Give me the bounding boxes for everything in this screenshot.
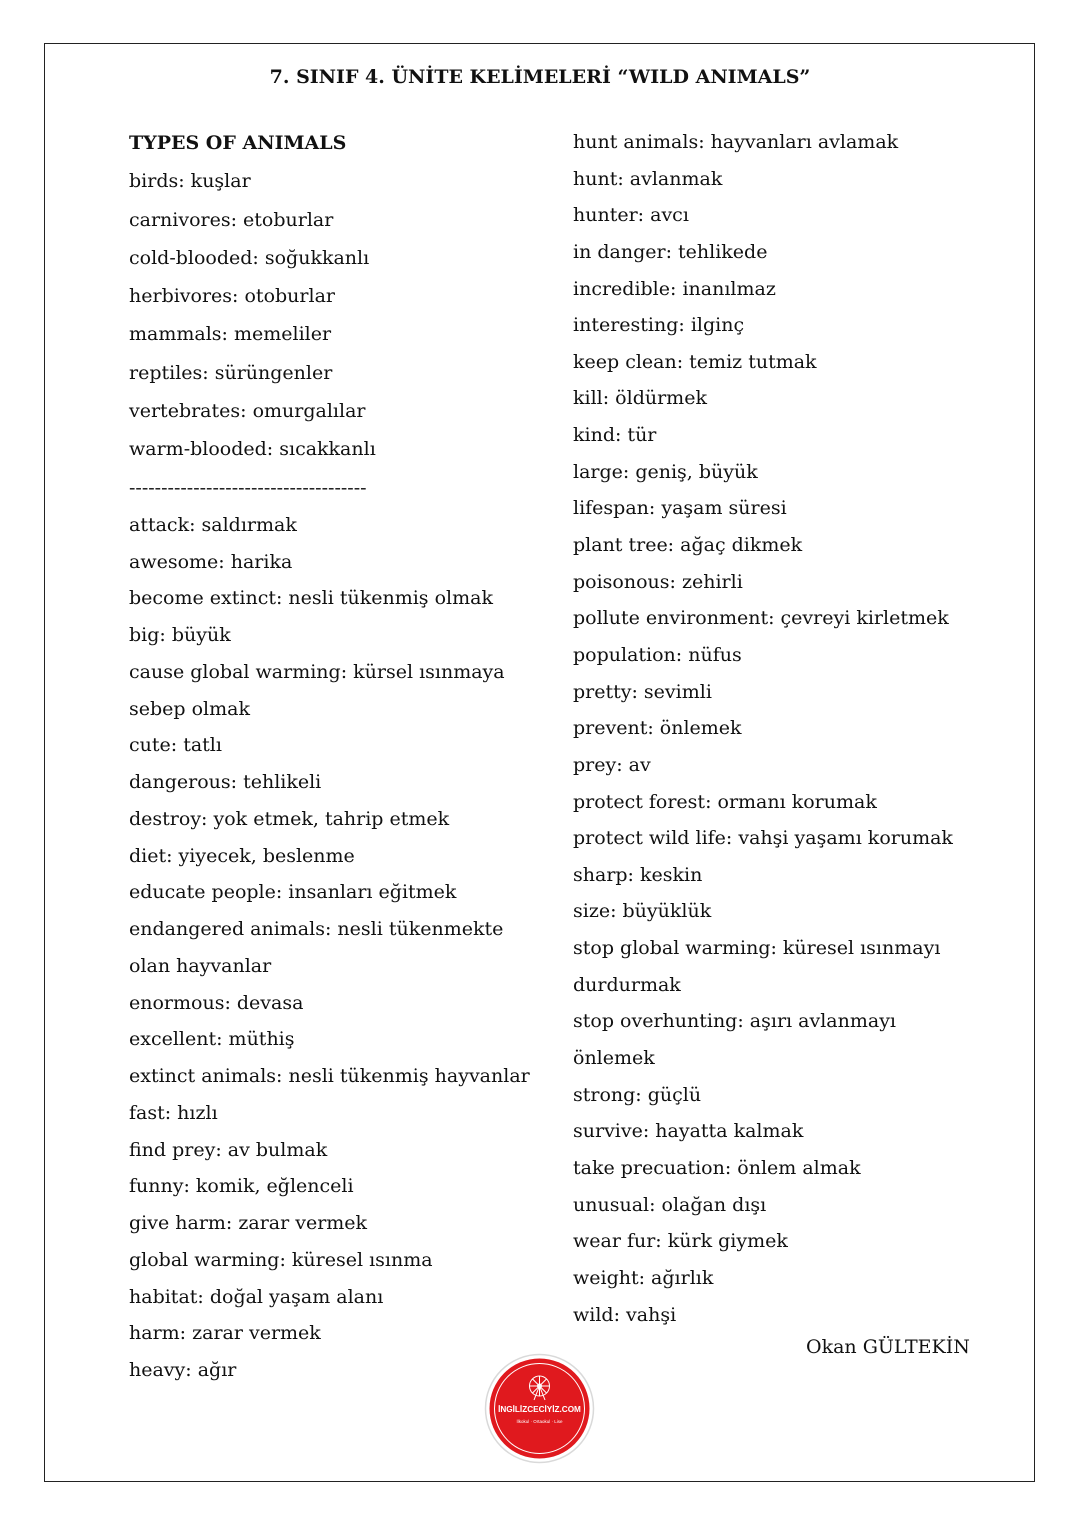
list-item: awesome: harika: [129, 550, 293, 573]
list-item: sharp: keskin: [573, 863, 703, 886]
list-item: survive: hayatta kalmak: [573, 1120, 804, 1143]
list-item: interesting: ilginç: [573, 314, 745, 337]
list-item: prevent: önlemek: [573, 717, 742, 740]
list-item: weight: ağırlık: [573, 1266, 714, 1289]
list-item: cold-blooded: soğukkanlı: [129, 246, 370, 269]
list-item: cute: tatlı: [129, 734, 222, 757]
list-item: harm: zarar vermek: [129, 1322, 321, 1345]
list-item: large: geniş, büyük: [573, 460, 758, 483]
list-item: durdurmak: [573, 973, 681, 996]
list-item: big: büyük: [129, 624, 231, 647]
list-item: carnivores: etoburlar: [129, 208, 334, 231]
list-item: global warming: küresel ısınma: [129, 1248, 433, 1271]
list-item: heavy: ağır: [129, 1359, 237, 1382]
list-item: reptiles: sürüngenler: [129, 361, 333, 384]
list-item: protect forest: ormanı korumak: [573, 790, 877, 813]
list-item: incredible: inanılmaz: [573, 277, 776, 300]
types-list: [129, 162, 530, 468]
section-heading: TYPES OF ANIMALS: [129, 132, 347, 154]
list-item: olan hayvanlar: [129, 954, 272, 977]
list-item: mammals: memeliler: [129, 323, 332, 346]
list-item: plant tree: ağaç dikmek: [573, 534, 803, 557]
list-item: dangerous: tehlikeli: [129, 771, 322, 794]
author-name: Okan GÜLTEKİN: [806, 1336, 970, 1358]
list-item: wear fur: kürk giymek: [573, 1230, 788, 1253]
logo-subtext: İlkokul · Ortaokul · Lise: [516, 1419, 563, 1424]
separator: -------------------------------------: [129, 476, 367, 499]
list-item: cause global warming: kürsel ısınmaya: [129, 660, 505, 683]
site-logo: [483, 1352, 596, 1465]
list-item: birds: kuşlar: [129, 170, 251, 193]
list-item: wild: vahşi: [573, 1303, 677, 1326]
list-item: pretty: sevimli: [573, 680, 712, 703]
list-item: habitat: doğal yaşam alanı: [129, 1285, 384, 1308]
list-item: find prey: av bulmak: [129, 1138, 328, 1161]
logo-text: İNGİLİZCECİYİZ.COM: [498, 1405, 581, 1414]
list-item: fast: hızlı: [129, 1101, 218, 1124]
list-item: in danger: tehlikede: [573, 240, 768, 263]
list-item: kill: öldürmek: [573, 387, 707, 410]
list-item: enormous: devasa: [129, 991, 304, 1014]
list-item: strong: güçlü: [573, 1083, 702, 1106]
list-item: stop overhunting: aşırı avlanmayı: [573, 1010, 896, 1033]
list-item: hunt: avlanmak: [573, 167, 723, 190]
page-title: 7. SINIF 4. ÜNİTE KELİMELERİ “WILD ANIMALS”: [269, 66, 811, 88]
list-item: hunter: avcı: [573, 204, 689, 227]
list-item: excellent: müthiş: [129, 1028, 295, 1051]
list-item: kind: tür: [573, 424, 657, 447]
list-item: hunt animals: hayvanları avlamak: [573, 131, 899, 153]
list-item: take precuation: önlem almak: [573, 1156, 861, 1179]
list-item: population: nüfus: [573, 643, 742, 666]
right-column: [573, 124, 953, 1333]
left-column: [129, 124, 530, 1389]
list-item: diet: yiyecek, beslenme: [129, 844, 355, 867]
list-item: extinct animals: nesli tükenmiş hayvanlar: [129, 1065, 530, 1088]
list-item: poisonous: zehirli: [573, 570, 743, 593]
list-item: warm-blooded: sıcakkanlı: [129, 438, 376, 461]
list-item: vertebrates: omurgalılar: [129, 400, 366, 423]
list-item: endangered animals: nesli tükenmekte: [129, 918, 504, 941]
list-item: become extinct: nesli tükenmiş olmak: [129, 587, 493, 610]
list-item: keep clean: temiz tutmak: [573, 350, 817, 373]
list-item: give harm: zarar vermek: [129, 1212, 368, 1235]
list-item: önlemek: [573, 1047, 655, 1070]
list-item: destroy: yok etmek, tahrip etmek: [129, 807, 450, 830]
list-item: stop global warming: küresel ısınmayı: [573, 937, 941, 960]
list-item: lifespan: yaşam süresi: [573, 497, 787, 520]
list-item: sebep olmak: [129, 697, 250, 720]
words-list: [129, 507, 530, 1389]
list-item: pollute environment: çevreyi kirletmek: [573, 607, 949, 630]
list-item: prey: av: [573, 753, 651, 776]
list-item: attack: saldırmak: [129, 513, 297, 536]
list-item: unusual: olağan dışı: [573, 1193, 767, 1216]
list-item: herbivores: otoburlar: [129, 285, 335, 308]
list-item: protect wild life: vahşi yaşamı korumak: [573, 827, 953, 850]
list-item: funny: komik, eğlenceli: [129, 1175, 354, 1198]
list-item: size: büyüklük: [573, 900, 712, 923]
list-item: educate people: insanları eğitmek: [129, 881, 457, 904]
